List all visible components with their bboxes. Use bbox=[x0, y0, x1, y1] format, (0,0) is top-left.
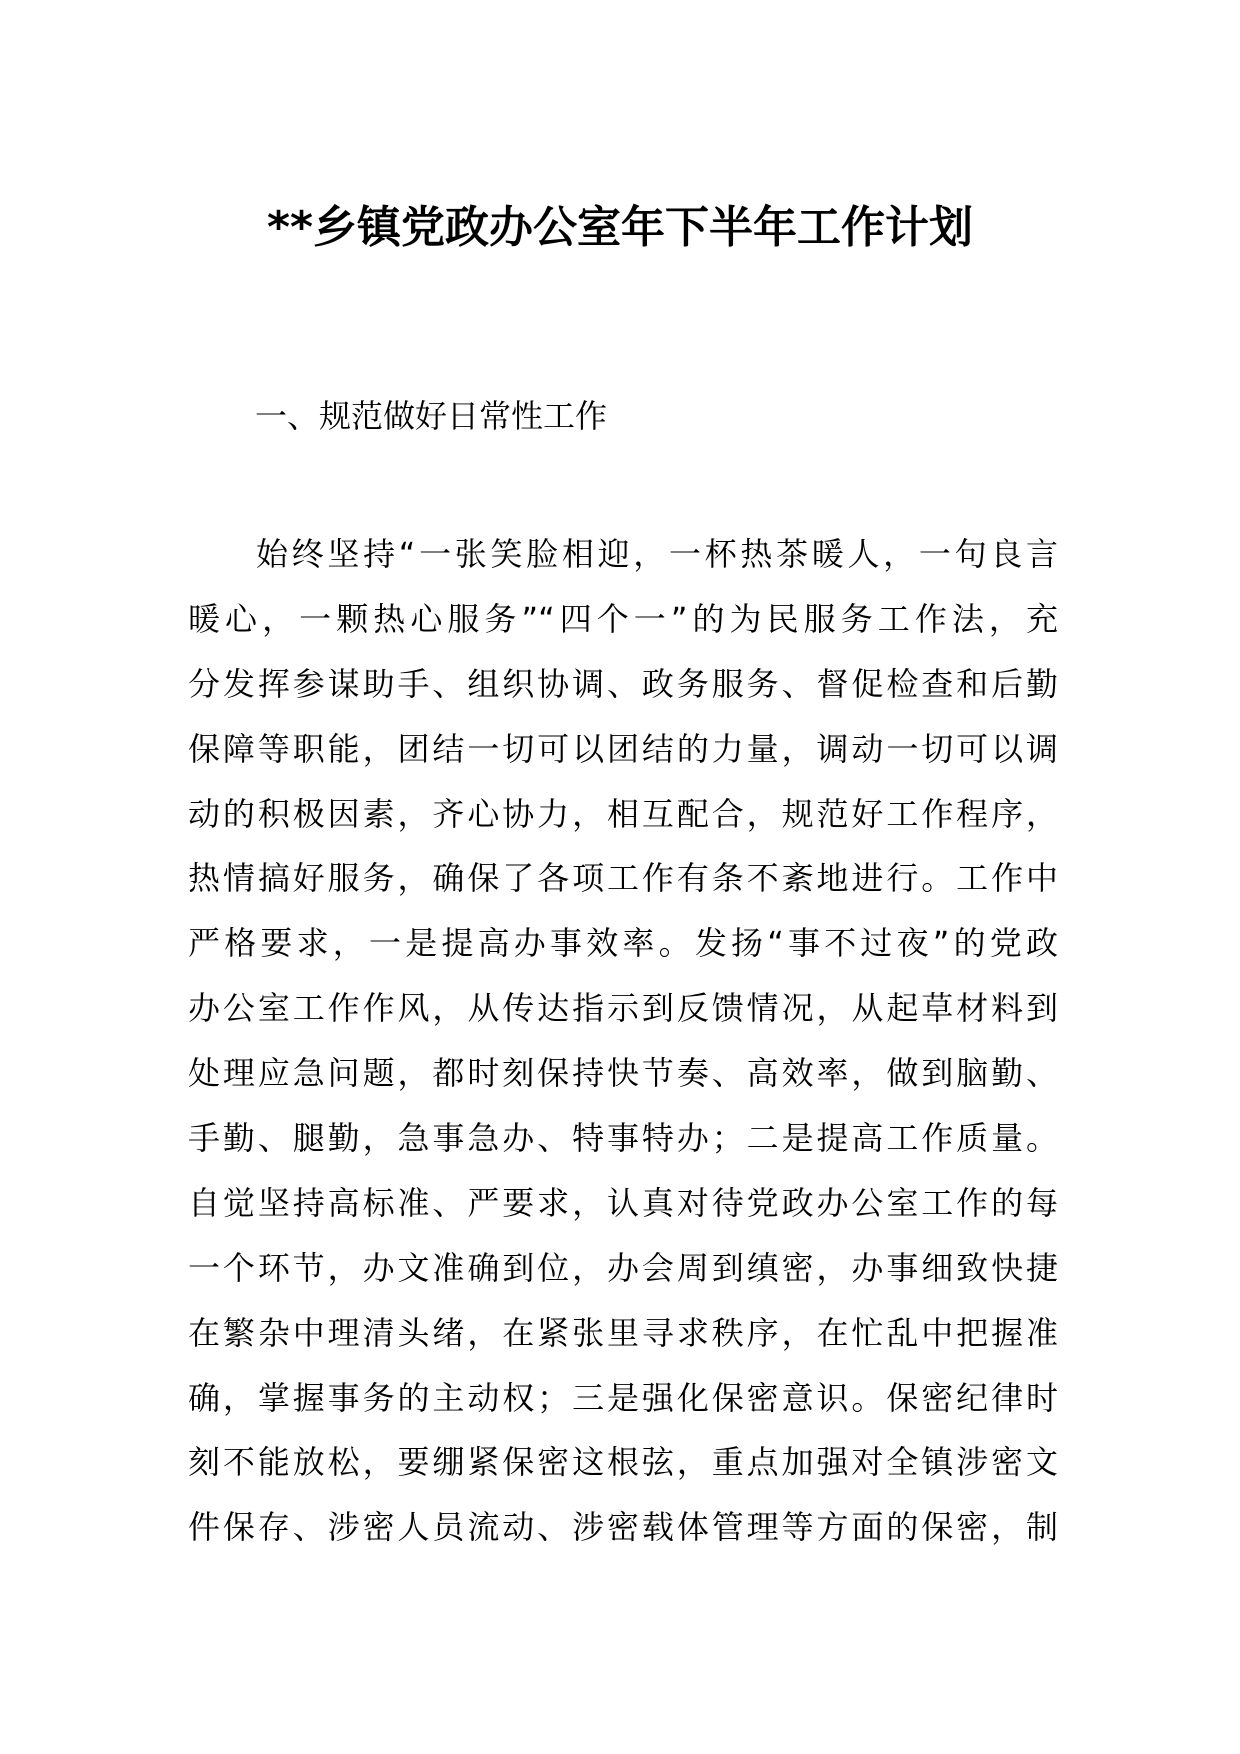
paragraph-line: 严格要求，一是提高办事效率。发扬“事不过夜”的党政 bbox=[188, 924, 1058, 963]
paragraph-line: 办公室工作作风，从传达指示到反馈情况，从起草材料到 bbox=[188, 989, 1058, 1028]
paragraph-line: 一个环节，办文准确到位，办会周到缜密，办事细致快捷 bbox=[188, 1248, 1058, 1287]
section-heading: 一、规范做好日常性工作 bbox=[255, 397, 608, 435]
paragraph-line: 自觉坚持高标准、严要求，认真对待党政办公室工作的每 bbox=[188, 1183, 1058, 1222]
paragraph-line: 件保存、涉密人员流动、涉密载体管理等方面的保密，制 bbox=[188, 1508, 1058, 1547]
paragraph-line: 暖心，一颗热心服务”“四个一”的为民服务工作法，充 bbox=[188, 599, 1058, 638]
paragraph-line: 刻不能放松，要绷紧保密这根弦，重点加强对全镇涉密文 bbox=[188, 1443, 1058, 1482]
paragraph-line: 始终坚持“一张笑脸相迎，一杯热茶暖人，一句良言 bbox=[256, 535, 1058, 573]
paragraph-line: 分发挥参谋助手、组织协调、政务服务、督促检查和后勤 bbox=[188, 664, 1058, 703]
body-paragraph bbox=[188, 522, 1058, 1560]
paragraph-line: 在繁杂中理清头绪，在紧张里寻求秩序，在忙乱中把握准 bbox=[188, 1313, 1058, 1352]
paragraph-line: 热情搞好服务，确保了各项工作有条不紊地进行。工作中 bbox=[188, 859, 1058, 898]
paragraph-line: 动的积极因素，齐心协力，相互配合，规范好工作程序， bbox=[188, 794, 1058, 833]
paragraph-line: 手勤、腿勤，急事急办、特事特办；二是提高工作质量。 bbox=[188, 1119, 1058, 1158]
paragraph-line: 保障等职能，团结一切可以团结的力量，调动一切可以调 bbox=[188, 729, 1058, 768]
paragraph-line: 处理应急问题，都时刻保持快节奏、高效率，做到脑勤、 bbox=[188, 1054, 1058, 1093]
document-title: **乡镇党政办公室年下半年工作计划 bbox=[266, 202, 974, 253]
paragraph-line: 确，掌握事务的主动权；三是强化保密意识。保密纪律时 bbox=[188, 1378, 1058, 1417]
